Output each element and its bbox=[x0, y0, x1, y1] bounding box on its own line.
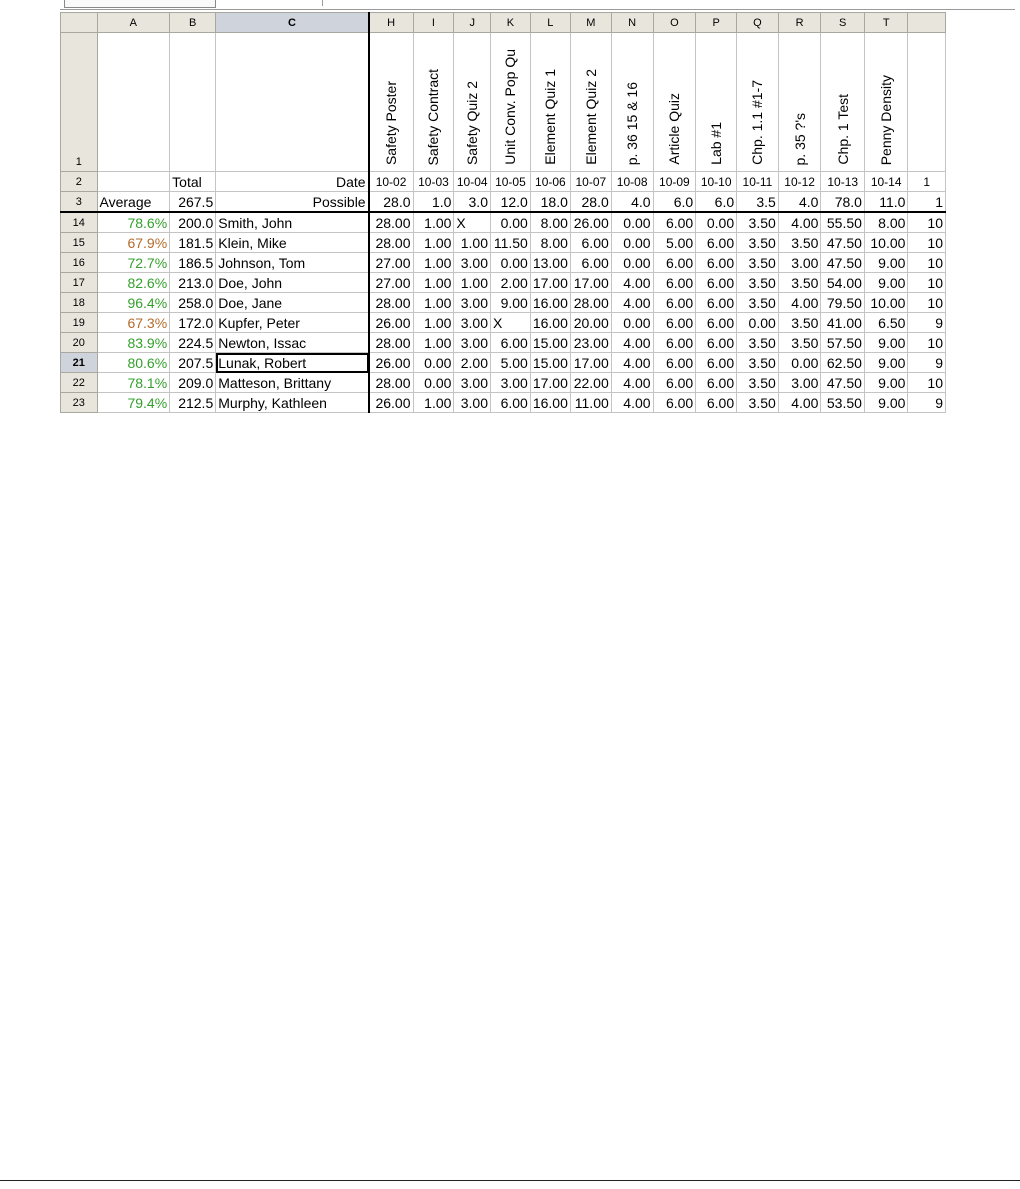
possible-points[interactable]: 6.0 bbox=[696, 192, 737, 213]
score-cell[interactable]: 3.50 bbox=[778, 333, 821, 353]
score-cell[interactable]: 0.00 bbox=[611, 313, 653, 333]
student-row bbox=[61, 353, 946, 373]
assignment-date[interactable]: 10-10 bbox=[696, 172, 737, 192]
student-name[interactable]: Klein, Mike bbox=[216, 233, 369, 253]
student-row bbox=[61, 393, 946, 413]
score-cell[interactable]: 55.50 bbox=[821, 212, 864, 233]
row-header-2[interactable]: 2 bbox=[61, 172, 98, 192]
student-percent[interactable]: 79.4% bbox=[97, 393, 170, 413]
score-cell[interactable]: 3.00 bbox=[778, 253, 821, 273]
score-cell[interactable]: 4.00 bbox=[611, 273, 653, 293]
possible-points[interactable]: 12.0 bbox=[490, 192, 530, 213]
assignment-header-cell[interactable] bbox=[413, 33, 454, 172]
score-cell[interactable]: 3.50 bbox=[737, 353, 779, 373]
score-cell[interactable]: 0.00 bbox=[413, 353, 454, 373]
score-cell[interactable]: 26.00 bbox=[369, 353, 413, 373]
student-total[interactable]: 172.0 bbox=[170, 313, 216, 333]
possible-total[interactable]: 267.5 bbox=[170, 192, 216, 213]
average-label[interactable]: Average bbox=[97, 192, 170, 213]
column-header-l[interactable]: L bbox=[530, 13, 570, 33]
score-cell[interactable]: 10 bbox=[908, 273, 946, 293]
score-cell[interactable]: 62.50 bbox=[821, 353, 864, 373]
possible-points[interactable]: 28.0 bbox=[369, 192, 413, 213]
score-cell[interactable]: 3.50 bbox=[778, 233, 821, 253]
score-cell[interactable]: 6.00 bbox=[696, 333, 737, 353]
student-row bbox=[61, 253, 946, 273]
possible-points[interactable]: 28.0 bbox=[570, 192, 611, 213]
score-cell[interactable]: 6.00 bbox=[653, 293, 696, 313]
assignment-name: Element Quiz 2 bbox=[582, 69, 599, 165]
score-cell[interactable]: 2.00 bbox=[454, 353, 491, 373]
assignment-date[interactable]: 10-09 bbox=[653, 172, 696, 192]
column-header-r[interactable]: R bbox=[778, 13, 821, 33]
score-cell[interactable]: 6.00 bbox=[696, 253, 737, 273]
student-row bbox=[61, 212, 946, 233]
formula-bar-bottom-border bbox=[60, 9, 1015, 10]
score-cell[interactable]: 2.00 bbox=[490, 273, 530, 293]
score-cell[interactable]: 0.00 bbox=[490, 212, 530, 233]
column-header-row bbox=[61, 13, 946, 33]
formula-bar-divider bbox=[322, 0, 326, 6]
row-header[interactable]: 16 bbox=[61, 253, 98, 273]
score-cell[interactable]: 3.50 bbox=[737, 233, 779, 253]
student-row bbox=[61, 293, 946, 313]
score-cell[interactable]: 6.00 bbox=[653, 253, 696, 273]
score-cell[interactable]: 4.00 bbox=[611, 393, 653, 413]
score-cell[interactable]: 9.00 bbox=[864, 373, 907, 393]
assignment-date[interactable]: 10-08 bbox=[611, 172, 653, 192]
assignment-name: Article Quiz bbox=[666, 93, 683, 165]
student-percent[interactable]: 78.1% bbox=[97, 373, 170, 393]
student-percent[interactable]: 80.6% bbox=[97, 353, 170, 373]
possible-points[interactable]: 3.5 bbox=[737, 192, 779, 213]
column-header-q[interactable]: Q bbox=[737, 13, 779, 33]
score-cell[interactable]: 6.00 bbox=[653, 353, 696, 373]
row-header[interactable]: 20 bbox=[61, 333, 98, 353]
score-cell[interactable]: 10 bbox=[908, 212, 946, 233]
score-cell[interactable]: 6.00 bbox=[653, 313, 696, 333]
score-cell[interactable]: 8.00 bbox=[864, 212, 907, 233]
score-cell[interactable]: 3.50 bbox=[737, 212, 779, 233]
row-header[interactable]: 17 bbox=[61, 273, 98, 293]
score-cell[interactable]: 6.00 bbox=[653, 373, 696, 393]
score-cell[interactable]: 4.00 bbox=[611, 333, 653, 353]
score-cell[interactable]: 6.00 bbox=[653, 393, 696, 413]
score-cell[interactable]: 6.00 bbox=[696, 353, 737, 373]
score-cell[interactable]: 1.00 bbox=[413, 393, 454, 413]
score-cell[interactable]: 28.00 bbox=[369, 233, 413, 253]
column-header-b[interactable]: B bbox=[170, 13, 216, 33]
score-cell[interactable]: 17.00 bbox=[570, 353, 611, 373]
possible-points[interactable]: 3.0 bbox=[454, 192, 491, 213]
score-cell[interactable]: 3.50 bbox=[737, 373, 779, 393]
total-label[interactable]: Total bbox=[170, 172, 216, 192]
column-header-s[interactable]: S bbox=[821, 13, 864, 33]
score-cell[interactable]: X bbox=[454, 212, 491, 233]
score-cell[interactable]: 1.00 bbox=[413, 233, 454, 253]
student-name[interactable]: Doe, John bbox=[216, 273, 369, 293]
score-cell[interactable]: 28.00 bbox=[570, 293, 611, 313]
assignment-header-cell[interactable] bbox=[570, 33, 611, 172]
score-cell[interactable]: 28.00 bbox=[369, 293, 413, 313]
assignment-name: Penny Density bbox=[878, 74, 895, 165]
score-cell[interactable]: 6.00 bbox=[653, 273, 696, 293]
toolbar-remnant bbox=[0, 0, 1020, 12]
student-total[interactable]: 224.5 bbox=[170, 333, 216, 353]
row-header[interactable]: 21 bbox=[61, 353, 98, 373]
assignment-name: p. 36 15 & 16 bbox=[624, 81, 641, 165]
assignment-header-cell[interactable] bbox=[908, 33, 946, 172]
column-header-p[interactable]: P bbox=[696, 13, 737, 33]
score-cell[interactable]: 10 bbox=[908, 373, 946, 393]
score-cell[interactable]: 0.00 bbox=[737, 313, 779, 333]
score-cell[interactable]: 20.00 bbox=[570, 313, 611, 333]
assignment-name: Safety Quiz 2 bbox=[464, 80, 481, 165]
score-cell[interactable]: 3.50 bbox=[737, 293, 779, 313]
score-cell[interactable]: 3.00 bbox=[454, 253, 491, 273]
score-cell[interactable]: 3.50 bbox=[737, 273, 779, 293]
score-cell[interactable]: 4.00 bbox=[778, 393, 821, 413]
student-name[interactable]: Newton, Issac bbox=[216, 333, 369, 353]
row-header-3[interactable]: 3 bbox=[61, 192, 98, 213]
score-cell[interactable]: 6.00 bbox=[696, 313, 737, 333]
possible-points[interactable]: 1 bbox=[908, 192, 946, 213]
assignment-header-cell[interactable] bbox=[737, 33, 779, 172]
score-cell[interactable]: 1.00 bbox=[413, 273, 454, 293]
score-cell[interactable]: 0.00 bbox=[490, 253, 530, 273]
assignment-name: Chp. 1 Test bbox=[834, 94, 851, 165]
student-name[interactable]: Matteson, Brittany bbox=[216, 373, 369, 393]
student-percent[interactable]: 72.7% bbox=[97, 253, 170, 273]
score-cell[interactable]: 0.00 bbox=[611, 233, 653, 253]
score-cell[interactable]: 9 bbox=[908, 393, 946, 413]
student-total[interactable]: 213.0 bbox=[170, 273, 216, 293]
score-cell[interactable]: 9.00 bbox=[864, 393, 907, 413]
score-cell[interactable]: 26.00 bbox=[570, 212, 611, 233]
score-cell[interactable]: 13.00 bbox=[530, 253, 570, 273]
student-total[interactable]: 200.0 bbox=[170, 212, 216, 233]
score-cell[interactable]: 6.00 bbox=[696, 373, 737, 393]
row-header[interactable]: 15 bbox=[61, 233, 98, 253]
score-cell[interactable]: 10 bbox=[908, 333, 946, 353]
column-header-m[interactable]: M bbox=[570, 13, 611, 33]
column-header-a[interactable]: A bbox=[97, 13, 170, 33]
score-cell[interactable]: 3.00 bbox=[454, 393, 491, 413]
score-cell[interactable]: 3.00 bbox=[490, 373, 530, 393]
score-cell[interactable]: X bbox=[490, 313, 530, 333]
score-cell[interactable]: 28.00 bbox=[369, 333, 413, 353]
score-cell[interactable]: 0.00 bbox=[778, 353, 821, 373]
cell-a1[interactable] bbox=[97, 33, 170, 172]
possible-points[interactable]: 6.0 bbox=[653, 192, 696, 213]
score-cell[interactable]: 47.50 bbox=[821, 233, 864, 253]
score-cell[interactable]: 15.00 bbox=[530, 353, 570, 373]
score-cell[interactable]: 5.00 bbox=[490, 353, 530, 373]
score-cell[interactable]: 9.00 bbox=[864, 333, 907, 353]
row-header[interactable]: 19 bbox=[61, 313, 98, 333]
score-cell[interactable]: 41.00 bbox=[821, 313, 864, 333]
score-cell[interactable]: 3.50 bbox=[778, 273, 821, 293]
possible-points[interactable]: 1.0 bbox=[413, 192, 454, 213]
score-cell[interactable]: 10 bbox=[908, 253, 946, 273]
score-cell[interactable]: 6.50 bbox=[864, 313, 907, 333]
score-cell[interactable]: 9.00 bbox=[490, 293, 530, 313]
student-percent[interactable]: 96.4% bbox=[97, 293, 170, 313]
score-cell[interactable]: 17.00 bbox=[530, 273, 570, 293]
score-cell[interactable]: 3.00 bbox=[454, 373, 491, 393]
score-cell[interactable]: 4.00 bbox=[611, 293, 653, 313]
score-cell[interactable]: 17.00 bbox=[570, 273, 611, 293]
assignment-date[interactable]: 10-07 bbox=[570, 172, 611, 192]
window-bottom-border bbox=[0, 1180, 1020, 1181]
row-header-1[interactable]: 1 bbox=[61, 33, 98, 172]
score-cell[interactable]: 10.00 bbox=[864, 233, 907, 253]
assignment-date[interactable]: 10-13 bbox=[821, 172, 864, 192]
student-percent[interactable]: 83.9% bbox=[97, 333, 170, 353]
score-cell[interactable]: 1.00 bbox=[454, 273, 491, 293]
score-cell[interactable]: 4.00 bbox=[778, 293, 821, 313]
row-header[interactable]: 23 bbox=[61, 393, 98, 413]
student-total[interactable]: 212.5 bbox=[170, 393, 216, 413]
assignment-date[interactable]: 10-05 bbox=[490, 172, 530, 192]
score-cell[interactable]: 27.00 bbox=[369, 273, 413, 293]
score-cell[interactable]: 0.00 bbox=[413, 373, 454, 393]
possible-points[interactable]: 4.0 bbox=[611, 192, 653, 213]
assignment-header-cell[interactable] bbox=[696, 33, 737, 172]
possible-points[interactable]: 4.0 bbox=[778, 192, 821, 213]
column-header-n[interactable]: N bbox=[611, 13, 653, 33]
score-cell[interactable]: 3.50 bbox=[737, 393, 779, 413]
score-cell[interactable]: 16.00 bbox=[530, 313, 570, 333]
score-cell[interactable]: 6.00 bbox=[490, 333, 530, 353]
score-cell[interactable]: 3.50 bbox=[778, 313, 821, 333]
student-total[interactable]: 258.0 bbox=[170, 293, 216, 313]
possible-points[interactable]: 78.0 bbox=[821, 192, 864, 213]
score-cell[interactable]: 27.00 bbox=[369, 253, 413, 273]
cell-b1[interactable] bbox=[170, 33, 216, 172]
column-header-next[interactable] bbox=[908, 13, 946, 33]
row-header[interactable]: 14 bbox=[61, 212, 98, 233]
score-cell[interactable]: 26.00 bbox=[369, 313, 413, 333]
row-3 bbox=[61, 192, 946, 213]
score-cell[interactable]: 4.00 bbox=[611, 373, 653, 393]
student-name[interactable]: Smith, John bbox=[216, 212, 369, 233]
score-cell[interactable]: 10.00 bbox=[864, 293, 907, 313]
score-cell[interactable]: 3.50 bbox=[737, 333, 779, 353]
assignment-header-cell[interactable] bbox=[864, 33, 907, 172]
score-cell[interactable]: 6.00 bbox=[490, 393, 530, 413]
score-cell[interactable]: 6.00 bbox=[653, 212, 696, 233]
assignment-header-cell[interactable] bbox=[490, 33, 530, 172]
assignment-name: Chp. 1.1 #1-7 bbox=[749, 80, 766, 165]
score-cell[interactable]: 1.00 bbox=[454, 233, 491, 253]
student-row bbox=[61, 373, 946, 393]
assignment-name: Safety Contract bbox=[425, 68, 442, 165]
score-cell[interactable]: 1.00 bbox=[413, 212, 454, 233]
score-cell[interactable]: 6.00 bbox=[570, 233, 611, 253]
possible-label[interactable]: Possible bbox=[216, 192, 369, 213]
score-cell[interactable]: 4.00 bbox=[611, 353, 653, 373]
possible-points[interactable]: 18.0 bbox=[530, 192, 570, 213]
assignment-name: Lab #1 bbox=[708, 122, 725, 165]
score-cell[interactable]: 10 bbox=[908, 233, 946, 253]
score-cell[interactable]: 1.00 bbox=[413, 333, 454, 353]
assignment-date[interactable]: 10-06 bbox=[530, 172, 570, 192]
assignment-name: Safety Poster bbox=[383, 80, 400, 165]
score-cell[interactable]: 1.00 bbox=[413, 293, 454, 313]
student-row bbox=[61, 233, 946, 253]
assignment-date[interactable]: 10-12 bbox=[778, 172, 821, 192]
column-header-o[interactable]: O bbox=[653, 13, 696, 33]
assignment-name: p. 35 ?'s bbox=[791, 112, 808, 165]
score-cell[interactable]: 26.00 bbox=[369, 393, 413, 413]
student-percent[interactable]: 67.3% bbox=[97, 313, 170, 333]
score-cell[interactable]: 54.00 bbox=[821, 273, 864, 293]
assignment-name: Unit Conv. Pop Qu bbox=[502, 49, 519, 165]
student-name[interactable]: Kupfer, Peter bbox=[216, 313, 369, 333]
student-row bbox=[61, 273, 946, 293]
score-cell[interactable]: 6.00 bbox=[570, 253, 611, 273]
score-cell[interactable]: 6.00 bbox=[696, 233, 737, 253]
student-name[interactable]: Murphy, Kathleen bbox=[216, 393, 369, 413]
score-cell[interactable]: 16.00 bbox=[530, 293, 570, 313]
score-cell[interactable]: 10 bbox=[908, 293, 946, 313]
row-2 bbox=[61, 172, 946, 192]
score-cell[interactable]: 57.50 bbox=[821, 333, 864, 353]
row-1 bbox=[61, 33, 946, 172]
student-percent[interactable]: 67.9% bbox=[97, 233, 170, 253]
score-cell[interactable]: 15.00 bbox=[530, 333, 570, 353]
assignment-date[interactable]: 10-04 bbox=[454, 172, 491, 192]
score-cell[interactable]: 8.00 bbox=[530, 233, 570, 253]
assignment-header-cell[interactable] bbox=[369, 33, 413, 172]
student-percent[interactable]: 78.6% bbox=[97, 212, 170, 233]
select-all-corner[interactable] bbox=[61, 13, 98, 33]
column-header-k[interactable]: K bbox=[490, 13, 530, 33]
student-total[interactable]: 209.0 bbox=[170, 373, 216, 393]
assignment-date[interactable]: 10-14 bbox=[864, 172, 907, 192]
assignment-header-cell[interactable] bbox=[454, 33, 491, 172]
score-cell[interactable]: 3.00 bbox=[454, 313, 491, 333]
row-header[interactable]: 18 bbox=[61, 293, 98, 313]
assignment-header-cell[interactable] bbox=[653, 33, 696, 172]
score-cell[interactable]: 9.00 bbox=[864, 253, 907, 273]
student-name[interactable]: Doe, Jane bbox=[216, 293, 369, 313]
score-cell[interactable]: 53.50 bbox=[821, 393, 864, 413]
date-label[interactable]: Date bbox=[216, 172, 369, 192]
score-cell[interactable]: 11.00 bbox=[570, 393, 611, 413]
score-cell[interactable]: 1.00 bbox=[413, 253, 454, 273]
score-cell[interactable]: 4.00 bbox=[778, 212, 821, 233]
score-cell[interactable]: 9.00 bbox=[864, 273, 907, 293]
column-header-i[interactable]: I bbox=[413, 13, 454, 33]
name-box[interactable] bbox=[64, 0, 216, 8]
score-cell[interactable]: 6.00 bbox=[696, 393, 737, 413]
student-row bbox=[61, 313, 946, 333]
student-total[interactable]: 207.5 bbox=[170, 353, 216, 373]
score-cell[interactable]: 3.50 bbox=[737, 253, 779, 273]
score-cell[interactable]: 8.00 bbox=[530, 212, 570, 233]
score-cell[interactable]: 3.00 bbox=[778, 373, 821, 393]
grade-table bbox=[60, 12, 946, 413]
score-cell[interactable]: 79.50 bbox=[821, 293, 864, 313]
score-cell[interactable]: 17.00 bbox=[530, 373, 570, 393]
student-row bbox=[61, 333, 946, 353]
assignment-header-cell[interactable] bbox=[611, 33, 653, 172]
row-header[interactable]: 22 bbox=[61, 373, 98, 393]
score-cell[interactable]: 6.00 bbox=[696, 273, 737, 293]
score-cell[interactable]: 5.00 bbox=[653, 233, 696, 253]
score-cell[interactable]: 16.00 bbox=[530, 393, 570, 413]
assignment-header-cell[interactable] bbox=[778, 33, 821, 172]
score-cell[interactable]: 0.00 bbox=[611, 212, 653, 233]
student-total[interactable]: 186.5 bbox=[170, 253, 216, 273]
score-cell[interactable]: 23.00 bbox=[570, 333, 611, 353]
score-cell[interactable]: 28.00 bbox=[369, 373, 413, 393]
score-cell[interactable]: 6.00 bbox=[696, 293, 737, 313]
assignment-header-cell[interactable] bbox=[530, 33, 570, 172]
student-percent[interactable]: 82.6% bbox=[97, 273, 170, 293]
cell-c1[interactable] bbox=[216, 33, 369, 172]
column-header-t[interactable]: T bbox=[864, 13, 907, 33]
assignment-header-cell[interactable] bbox=[821, 33, 864, 172]
score-cell[interactable]: 3.00 bbox=[454, 333, 491, 353]
score-cell[interactable]: 47.50 bbox=[821, 253, 864, 273]
score-cell[interactable]: 0.00 bbox=[696, 212, 737, 233]
column-header-c[interactable]: C bbox=[216, 13, 369, 33]
assignment-name: Element Quiz 1 bbox=[542, 69, 559, 165]
student-name[interactable]: Johnson, Tom bbox=[216, 253, 369, 273]
active-cell-student-name[interactable]: Lunak, Robert bbox=[216, 353, 369, 373]
score-cell[interactable]: 28.00 bbox=[369, 212, 413, 233]
score-cell[interactable]: 47.50 bbox=[821, 373, 864, 393]
spreadsheet-grid[interactable] bbox=[60, 12, 946, 429]
possible-points[interactable]: 11.0 bbox=[864, 192, 907, 213]
score-cell[interactable]: 3.00 bbox=[454, 293, 491, 313]
student-total[interactable]: 181.5 bbox=[170, 233, 216, 253]
score-cell[interactable]: 9.00 bbox=[864, 353, 907, 373]
cell-a2[interactable] bbox=[97, 172, 170, 192]
assignment-date[interactable]: 10-03 bbox=[413, 172, 454, 192]
score-cell[interactable]: 1.00 bbox=[413, 313, 454, 333]
score-cell[interactable]: 11.50 bbox=[490, 233, 530, 253]
score-cell[interactable]: 22.00 bbox=[570, 373, 611, 393]
assignment-date[interactable]: 1 bbox=[908, 172, 946, 192]
assignment-date[interactable]: 10-11 bbox=[737, 172, 779, 192]
column-header-h[interactable]: H bbox=[369, 13, 413, 33]
column-header-j[interactable]: J bbox=[454, 13, 491, 33]
score-cell[interactable]: 9 bbox=[908, 353, 946, 373]
score-cell[interactable]: 0.00 bbox=[611, 253, 653, 273]
score-cell[interactable]: 6.00 bbox=[653, 333, 696, 353]
assignment-date[interactable]: 10-02 bbox=[369, 172, 413, 192]
score-cell[interactable]: 9 bbox=[908, 313, 946, 333]
